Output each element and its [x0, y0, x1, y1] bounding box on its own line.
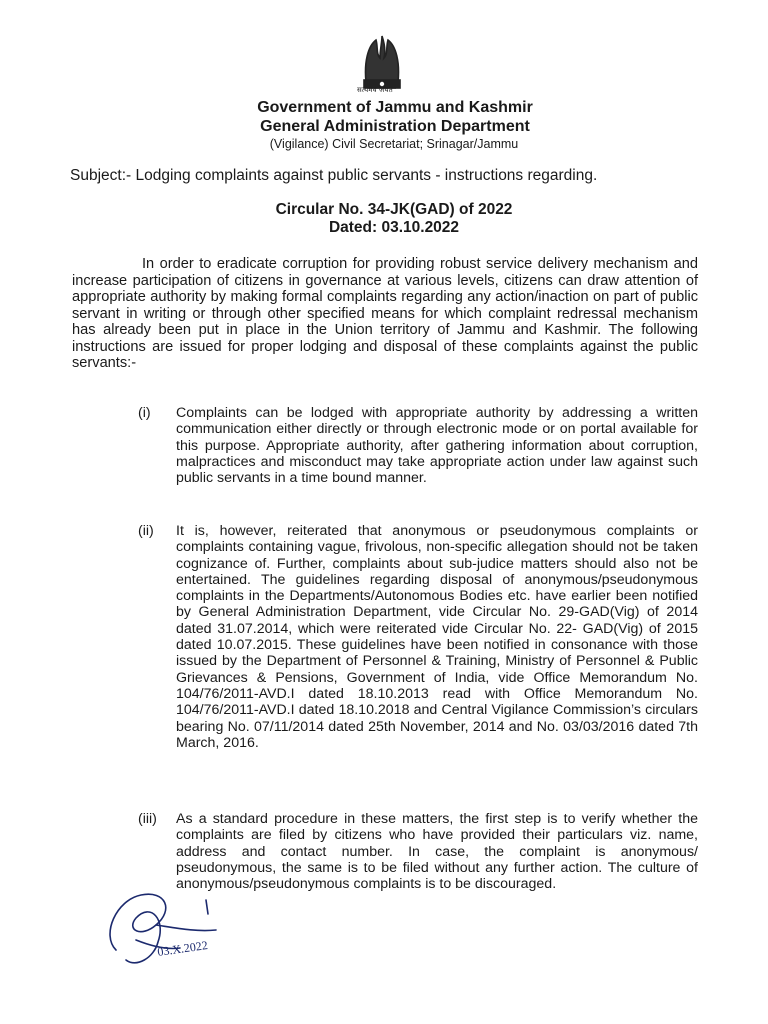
- item-number: (i): [138, 405, 151, 421]
- svg-text:03.X.2022: 03.X.2022: [156, 938, 209, 959]
- item-number: (iii): [138, 811, 157, 827]
- item-text: It is, however, reiterated that anonymous or pseudonymous complaints or complaints containing vague, frivolous, non-specific allegation should not be taken cognizance of. Further, complaints about sub-judice matters should also not be entertained. The guidelines regarding disposal of anonymous/pseudonymous complaints in the Departments/Autonomous Bodies etc. have earlier been notified by General Administration Department, vide Circular No. 29-GAD(Vig) of 2014 dated 31.07.2014, which were reiterated vide Circular No. 22- GAD(Vig) of 2015 dated 10.07.2015. These guidelines have been notified in consonance with those issued by the Department of Personnel & Training, Ministry of Personnel & Public Grievances & Pensions, Government of India, vide Office Memorandum No. 104/76/2011-AVD.I dated 18.10.2013 read with Office Memorandum No. 104/76/2011-AVD.I dated 18.10.2018 and Central Vigilance Commission’s circulars bearing No. 07/11/2014 dated 25th November, 2014 and No. 03/03/2016 dated 7th March, 2016.: [176, 523, 698, 751]
- intro-text: In order to eradicate corruption for providing robust service delivery mechanism and increase participation of citizens in governance at various levels, citizens can draw attention of appropriate authority by making formal complaints regarding any action/inaction on part of public servant in writing or through other specified means for which complaint redressal mechanism has already been put in place in the Union territory of Jammu and Kashmir. The following instructions are issued for proper lodging and disposal of these complaints against the public servants:-: [72, 256, 698, 371]
- circular-number: Circular No. 34-JK(GAD) of 2022: [275, 201, 513, 218]
- item-number: (ii): [138, 523, 154, 539]
- instruction-item-2: [138, 523, 698, 751]
- instruction-item-1: [138, 405, 698, 486]
- handwritten-signature: [96, 880, 256, 980]
- subject-line: Subject:- Lodging complaints against public servants - instructions regarding.: [70, 167, 598, 184]
- department-title: General Administration Department: [260, 118, 530, 135]
- department-address: (Vigilance) Civil Secretariat; Srinagar/Jammu: [269, 137, 519, 151]
- circular-heading: [0, 201, 768, 237]
- item-text: As a standard procedure in these matters, the first step is to verify whether the complaints are filed by citizens who have provided their particulars viz. name, address and contact number. In case, the complaint is anonymous/ pseudonymous, the same is to be filed without any further action. The culture of anonymous/pseudonymous complaints is to be discouraged.: [176, 811, 698, 893]
- intro-paragraph: [72, 256, 698, 372]
- item-text: Complaints can be lodged with appropriate authority by addressing a written communication either directly or through electronic mode or on portal available for this purpose. Appropriate authority, after gathering information about corruption, malpractices and misconduct may take appropriate action under law against such public servants in a time bound manner.: [176, 405, 698, 487]
- government-title: Government of Jammu and Kashmir: [257, 99, 533, 116]
- circular-date: Dated: 03.10.2022: [328, 219, 460, 236]
- letterhead: [0, 98, 768, 153]
- emblem-motto: सत्यमेव जयते: [357, 87, 393, 94]
